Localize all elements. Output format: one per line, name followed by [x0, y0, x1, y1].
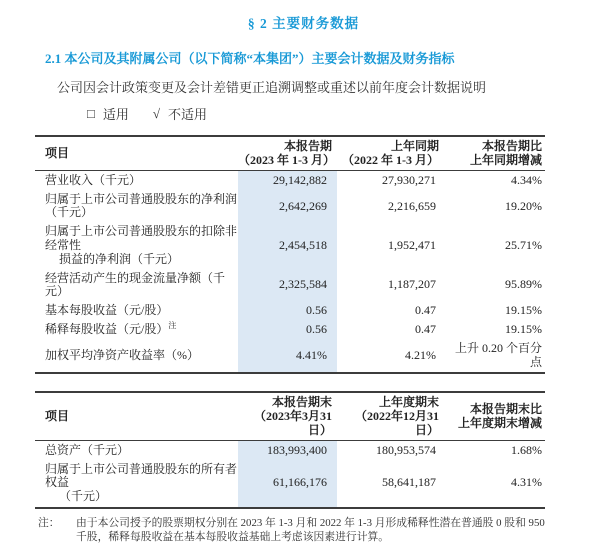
cell-item — [35, 223, 238, 269]
col-header-line: 本报告期 — [283, 139, 332, 153]
cell-change: 19.20% — [505, 198, 542, 213]
cell-item — [35, 441, 238, 460]
table-row — [35, 320, 545, 339]
intro-text: 公司因会计政策变更及会计差错更正追溯调整或重述以前年度会计数据说明 — [57, 80, 487, 95]
col-header-line: （2023 年 1-3 月） — [238, 153, 335, 168]
cell-prior-period: 58,641,187 — [382, 475, 436, 490]
col-header-prior-year-end — [337, 392, 452, 441]
item-label: 归属于上市公司普通股股东的净利润（千元） — [45, 191, 238, 220]
cell-item — [35, 460, 238, 507]
cell-change: 95.89% — [505, 277, 542, 292]
cell-item — [35, 190, 238, 223]
applicability-row — [87, 104, 572, 123]
cell-current-period: 4.41% — [238, 339, 337, 373]
item-label: 基本每股收益（元/股） — [45, 303, 169, 318]
cell-change: 19.15% — [505, 321, 542, 336]
cell-current-period: 0.56 — [238, 320, 337, 339]
item-label: 归属于上市公司普通股股东的扣除非经常性 — [45, 224, 238, 252]
item-label: 经营活动产生的现金流量净额（千元） — [45, 270, 226, 299]
cell-prior-period: 2,216,659 — [388, 198, 436, 213]
table-row — [35, 190, 545, 223]
col-header-line: 本报告期末 — [271, 394, 332, 409]
cell-item — [35, 339, 238, 373]
table-row — [35, 223, 545, 269]
cell-prior-period: 180,953,574 — [376, 442, 436, 457]
quarterly-financial-table — [35, 135, 545, 374]
table-row — [35, 269, 545, 302]
section-heading: 2.1 本公司及其附属公司（以下简称“本集团”）主要会计数据及财务指标 — [45, 51, 455, 66]
col-header-line: 上年同期 — [390, 139, 439, 153]
cell-current-period: 2,642,269 — [238, 190, 337, 223]
table-header-row — [35, 392, 545, 441]
applicable-label: 适用 — [102, 107, 129, 122]
footnote — [38, 516, 550, 545]
cell-prior-period: 27,930,271 — [382, 172, 436, 187]
cell-change: 1.68% — [511, 442, 542, 457]
cell-current-period: 0.56 — [238, 302, 337, 321]
cell-change: 25.71% — [505, 238, 542, 252]
cell-prior-period: 4.21% — [405, 347, 436, 362]
table-row — [35, 171, 545, 190]
checkmark-icon: √ — [152, 105, 161, 121]
not-applicable-label: 不适用 — [168, 107, 208, 122]
col-header-line: 本报告期末比 — [469, 401, 542, 416]
col-header-item: 项目 — [35, 392, 238, 441]
col-header-change — [452, 136, 545, 171]
table-row — [35, 460, 545, 507]
page-title: § 2 主要财务数据 — [247, 16, 360, 31]
period-end-financial-table — [35, 391, 545, 509]
col-header-line: 上年度期末增减 — [457, 416, 542, 431]
checkbox-unchecked-icon: □ — [87, 105, 95, 121]
col-header-line: 本报告期比 — [481, 139, 542, 153]
cell-current-period: 183,993,400 — [238, 441, 337, 460]
table-header-row — [35, 136, 545, 171]
col-header-line: （2023年3月31日） — [253, 409, 332, 438]
item-label: 归属于上市公司普通股股东的所有者权益 — [45, 461, 238, 490]
cell-prior-period: 1,187,207 — [388, 277, 436, 292]
cell-item — [35, 302, 238, 321]
cell-current-period: 29,142,882 — [238, 171, 337, 190]
item-label: 总资产（千元） — [45, 442, 130, 457]
col-header-line: 上年同期增减 — [469, 153, 542, 168]
item-label: 稀释每股收益（元/股） — [45, 321, 169, 336]
cell-item — [35, 171, 238, 190]
item-label-line2: （千元） — [59, 489, 108, 504]
item-label: 加权平均净资产收益率（%） — [45, 347, 199, 362]
cell-current-period: 61,166,176 — [238, 460, 337, 507]
cell-item — [35, 320, 238, 339]
cell-prior-period: 1,952,471 — [388, 238, 436, 252]
cell-change: 19.15% — [505, 303, 542, 318]
cell-prior-period: 0.47 — [415, 303, 436, 318]
cell-change: 4.31% — [511, 475, 542, 490]
cell-prior-period: 0.47 — [415, 321, 436, 336]
cell-change: 4.34% — [511, 172, 542, 187]
footnote-label: 注： — [38, 516, 60, 529]
col-header-current-period-end — [238, 392, 337, 441]
col-header-line: （2022 年 1-3 月） — [342, 153, 439, 168]
col-header-current-period — [238, 136, 337, 171]
table-row — [35, 441, 545, 460]
item-label: 营业收入（千元） — [45, 172, 142, 187]
cell-current-period: 2,454,518 — [238, 223, 337, 269]
table-row — [35, 339, 545, 373]
table-row — [35, 302, 545, 321]
cell-current-period: 2,325,584 — [238, 269, 337, 302]
footnote-text: 由于本公司授予的股票期权分别在 2023 年 1-3 月和 2022 年 1-3 月形成稀释性潜在普通股 0 股和 950 千股，稀释每股收益在基本每股收益基础上考虑该因素进行计算。 — [76, 516, 545, 544]
col-header-line: （2022年12月31日） — [354, 409, 439, 438]
col-header-line: 上年度期末 — [378, 394, 439, 409]
col-header-prior-period — [337, 136, 452, 171]
item-label-line2: 损益的净利润（千元） — [59, 251, 180, 266]
col-header-change — [452, 392, 545, 441]
cell-item — [35, 269, 238, 302]
col-header-item: 项目 — [35, 136, 238, 171]
footnote-marker: 注 — [168, 320, 177, 330]
cell-change: 上升 0.20 个百分点 — [454, 340, 542, 369]
